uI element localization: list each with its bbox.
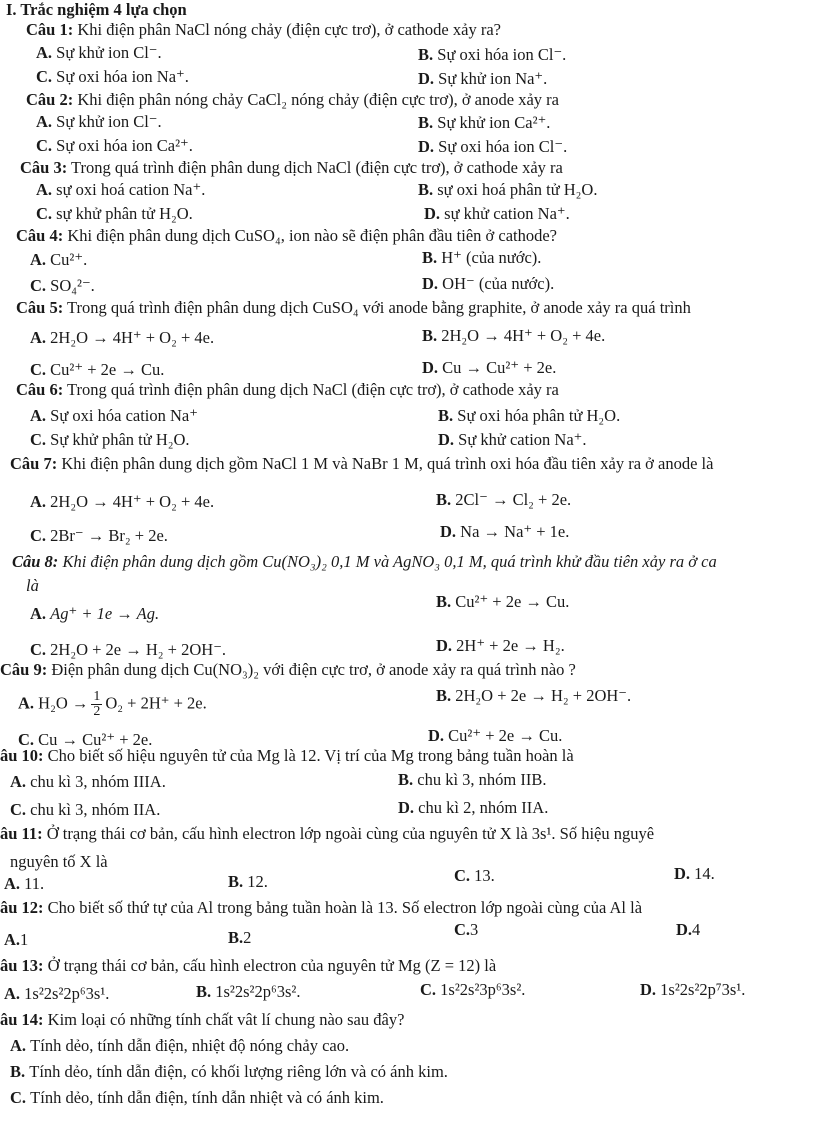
- q5-option-c[interactable]: C. Cu²⁺ + 2e → Cu.: [30, 360, 165, 379]
- q1-b-text: Sự oxi hóa ion Cl⁻.: [437, 45, 567, 64]
- q3-option-c[interactable]: C. sự khử phân tử H₂O.: [36, 204, 193, 223]
- q4-a-text: Cu²⁺.: [50, 250, 88, 269]
- q8-option-c[interactable]: C. 2H₂O + 2e → H₂ + 2OH⁻.: [30, 640, 227, 659]
- q6-option-d[interactable]: D. Sự khử cation Na⁺.: [438, 430, 587, 449]
- q5-d-text: Cu → Cu²⁺ + 2e.: [442, 358, 557, 377]
- q10-d-text: chu kì 2, nhóm IIA.: [418, 798, 549, 817]
- question-14: [0, 1010, 404, 1030]
- question-7: [10, 454, 713, 474]
- q11-c-text: 13.: [474, 866, 495, 885]
- q10-stem: Cho biết số hiệu nguyên tử của Mg là 12. Vị trí của Mg trong bảng tuần hoàn là: [47, 746, 574, 765]
- q5-option-b[interactable]: B. 2H₂O → 4H⁺ + O₂ + 4e.: [422, 326, 606, 345]
- q3-option-b[interactable]: B. sự oxi hoá phân tử H₂O.: [418, 180, 598, 199]
- q1-a-text: Sự khử ion Cl⁻.: [56, 43, 162, 62]
- q6-label: Câu 6:: [16, 380, 64, 399]
- q12-option-a[interactable]: A.1: [4, 930, 29, 949]
- q14-label: âu 14:: [0, 1010, 44, 1029]
- question-8: [12, 552, 717, 572]
- q2-option-a[interactable]: A. Sự khử ion Cl⁻.: [36, 112, 162, 131]
- q2-option-d[interactable]: D. Sự oxi hóa ion Cl⁻.: [418, 137, 568, 156]
- q10-option-c[interactable]: C. chu kì 3, nhóm IIA.: [10, 800, 161, 819]
- q8-d-text: 2H⁺ + 2e → H₂.: [456, 636, 565, 655]
- q2-b-text: Sự khử ion Ca²⁺.: [437, 113, 551, 132]
- question-2: [26, 90, 559, 110]
- q9-a-fraction: [91, 690, 102, 719]
- q5-stem: Trong quá trình điện phân dung dịch CuSO₄ với anode bằng graphite, ở anode xảy ra quá trình: [67, 298, 691, 317]
- q7-option-c[interactable]: C. 2Br⁻ → Br₂ + 2e.: [30, 526, 168, 545]
- q3-option-d[interactable]: D. sự khử cation Na⁺.: [424, 204, 570, 223]
- q2-stem: Khi điện phân nóng chảy CaCl₂ nóng chảy (điện cực trơ), ở anode xảy ra: [77, 90, 559, 109]
- q2-c-text: Sự oxi hóa ion Ca²⁺.: [56, 136, 193, 155]
- q1-d-text: Sự khử ion Na⁺.: [438, 69, 548, 88]
- q4-option-b[interactable]: B. H⁺ (của nước).: [422, 248, 542, 267]
- q8-stem-cont: là: [26, 576, 39, 595]
- q3-a-text: sự oxi hoá cation Na⁺.: [56, 180, 206, 199]
- q13-option-b[interactable]: B. 1s²2s²2p⁶3s².: [196, 982, 301, 1001]
- question-3: [20, 158, 563, 178]
- q12-b-text: 2: [243, 928, 252, 947]
- q2-d-text: Sự oxi hóa ion Cl⁻.: [438, 137, 568, 156]
- q7-c-text: 2Br⁻ → Br₂ + 2e.: [50, 526, 168, 545]
- q1-option-c[interactable]: C. Sự oxi hóa ion Na⁺.: [36, 67, 189, 86]
- question-1: [26, 20, 501, 40]
- q3-d-text: sự khử cation Na⁺.: [444, 204, 570, 223]
- q4-option-a[interactable]: A. Cu²⁺.: [30, 250, 88, 269]
- q12-option-d[interactable]: D.4: [676, 920, 701, 939]
- question-11: [0, 824, 654, 844]
- q12-option-b[interactable]: B.2: [228, 928, 252, 947]
- q14-a-text: Tính dẻo, tính dẫn điện, nhiệt độ nóng chảy cao.: [30, 1036, 350, 1055]
- q11-option-d[interactable]: D. 14.: [674, 864, 715, 883]
- q3-b-text: sự oxi hoá phân tử H₂O.: [437, 180, 598, 199]
- question-5: [16, 298, 691, 318]
- q14-option-a[interactable]: A. Tính dẻo, tính dẫn điện, nhiệt độ nóng chảy cao.: [10, 1036, 350, 1055]
- q4-b-text: H⁺ (của nước).: [441, 248, 542, 267]
- q6-option-a[interactable]: A. Sự oxi hóa cation Na⁺: [30, 406, 198, 425]
- q2-label: Câu 2:: [26, 90, 74, 109]
- q9-option-d[interactable]: D. Cu²⁺ + 2e → Cu.: [428, 726, 563, 745]
- q11-stem-cont: nguyên tố X là: [10, 852, 108, 871]
- q13-option-a[interactable]: A. 1s²2s²2p⁶3s¹.: [4, 984, 110, 1003]
- q11-option-b[interactable]: B. 12.: [228, 872, 268, 891]
- q7-b-text: 2Cl⁻ → Cl₂ + 2e.: [455, 490, 572, 509]
- q10-b-text: chu kì 3, nhóm IIB.: [417, 770, 547, 789]
- q8-option-b[interactable]: B. Cu²⁺ + 2e → Cu.: [436, 592, 570, 611]
- q14-option-b[interactable]: B. Tính dẻo, tính dẫn điện, có khối lượng riêng lớn và có ánh kim.: [10, 1062, 448, 1081]
- q13-b-text: 1s²2s²2p⁶3s².: [215, 982, 301, 1001]
- q7-option-a[interactable]: A. 2H₂O → 4H⁺ + O₂ + 4e.: [30, 492, 215, 511]
- q8-option-d[interactable]: D. 2H⁺ + 2e → H₂.: [436, 636, 565, 655]
- q12-option-c[interactable]: C.3: [454, 920, 479, 939]
- q10-option-b[interactable]: B. chu kì 3, nhóm IIB.: [398, 770, 547, 789]
- q11-label: âu 11:: [0, 824, 43, 843]
- q9-stem: Điện phân dung dịch Cu(NO₃)₂ với điện cực trơ, ở anode xảy ra quá trình nào ?: [51, 660, 576, 679]
- q9-a-post: O₂ + 2H⁺ + 2e.: [105, 693, 207, 713]
- q2-option-c[interactable]: C. Sự oxi hóa ion Ca²⁺.: [36, 136, 193, 155]
- q1-option-d[interactable]: D. Sự khử ion Na⁺.: [418, 69, 548, 88]
- q8-option-a[interactable]: A. Ag⁺ + 1e → Ag.: [30, 604, 160, 623]
- question-9: [0, 660, 576, 680]
- q7-d-text: Na → Na⁺ + 1e.: [460, 522, 570, 541]
- q9-option-a[interactable]: A. H₂O → $\frac{1}{2}$ O₂ + 2H⁺ + 2e.: [18, 689, 207, 719]
- q10-option-d[interactable]: D. chu kì 2, nhóm IIA.: [398, 798, 549, 817]
- q12-d-text: 4: [692, 920, 701, 939]
- q2-option-b[interactable]: B. Sự khử ion Ca²⁺.: [418, 113, 551, 132]
- q1-stem: Khi điện phân NaCl nóng chảy (điện cực trơ), ở cathode xảy ra?: [77, 20, 501, 39]
- q6-a-text: Sự oxi hóa cation Na⁺: [50, 406, 198, 425]
- q6-option-b[interactable]: B. Sự oxi hóa phân tử H₂O.: [438, 406, 621, 425]
- q7-label: Câu 7:: [10, 454, 58, 473]
- q11-a-text: 11.: [24, 874, 45, 893]
- q8-c-text: 2H₂O + 2e → H₂ + 2OH⁻.: [50, 640, 227, 659]
- q5-c-text: Cu²⁺ + 2e → Cu.: [50, 360, 165, 379]
- q8-a-text: Ag⁺ + 1e → Ag.: [50, 604, 160, 623]
- q5-option-a[interactable]: A. 2H₂O → 4H⁺ + O₂ + 4e.: [30, 328, 215, 347]
- q14-c-text: Tính dẻo, tính dẫn điện, tính dẫn nhiệt và có ánh kim.: [30, 1088, 384, 1107]
- q14-b-text: Tính dẻo, tính dẫn điện, có khối lượng riêng lớn và có ánh kim.: [29, 1062, 448, 1081]
- q9-a-denominator: 2: [93, 704, 101, 719]
- q11-d-text: 14.: [694, 864, 715, 883]
- q5-a-text: 2H₂O → 4H⁺ + O₂ + 4e.: [50, 328, 215, 347]
- q11-option-a[interactable]: A. 11.: [4, 874, 45, 893]
- q6-d-text: Sự khử cation Na⁺.: [458, 430, 587, 449]
- q14-option-c[interactable]: C. Tính dẻo, tính dẫn điện, tính dẫn nhiệt và có ánh kim.: [10, 1088, 384, 1107]
- q5-option-d[interactable]: D. Cu → Cu²⁺ + 2e.: [422, 358, 557, 377]
- q10-c-text: chu kì 3, nhóm IIA.: [30, 800, 161, 819]
- section-title: I. Trắc nghiệm 4 lựa chọn: [6, 0, 187, 19]
- question-6: [16, 380, 559, 400]
- q9-a-pre: H₂O →: [38, 693, 89, 713]
- q3-label: Câu 3:: [20, 158, 68, 177]
- q7-stem: Khi điện phân dung dịch gồm NaCl 1 M và NaBr 1 M, quá trình oxi hóa đầu tiên xảy ra ở anode là: [61, 454, 714, 473]
- q3-c-text: sự khử phân tử H₂O.: [56, 204, 193, 223]
- q3-stem: Trong quá trình điện phân dung dịch NaCl (điện cực trơ), ở cathode xảy ra: [71, 158, 563, 177]
- q13-d-text: 1s²2s²2p⁷3s¹.: [660, 980, 746, 999]
- question-12: [0, 898, 642, 918]
- q11-option-c[interactable]: C. 13.: [454, 866, 495, 885]
- q12-label: âu 12:: [0, 898, 44, 917]
- q4-stem: Khi điện phân dung dịch CuSO₄, ion nào sẽ điện phân đầu tiên ở cathode?: [67, 226, 558, 245]
- q1-label: Câu 1:: [26, 20, 74, 39]
- question-4: [16, 226, 557, 246]
- q7-option-b[interactable]: B. 2Cl⁻ → Cl₂ + 2e.: [436, 490, 572, 509]
- question-10: [0, 746, 574, 766]
- q4-option-c[interactable]: C. SO₄²⁻.: [30, 276, 95, 295]
- q13-label: âu 13:: [0, 956, 44, 975]
- q10-a-text: chu kì 3, nhóm IIIA.: [30, 772, 166, 791]
- q6-c-text: Sự khử phân tử H₂O.: [50, 430, 190, 449]
- q8-label: Câu 8:: [12, 552, 59, 571]
- q1-option-b[interactable]: B. Sự oxi hóa ion Cl⁻.: [418, 45, 567, 64]
- q11-stem: Ở trạng thái cơ bản, cấu hình electron lớp ngoài cùng của nguyên tử X là 3s¹. Số hiệu nguyê: [46, 824, 655, 843]
- q6-b-text: Sự oxi hóa phân tử H₂O.: [457, 406, 621, 425]
- q14-stem: Kim loại có những tính chất vât lí chung nào sau đây?: [47, 1010, 405, 1029]
- q9-option-c[interactable]: C. Cu → Cu²⁺ + 2e.: [18, 730, 153, 749]
- q13-c-text: 1s²2s²3p⁶3s².: [440, 980, 526, 999]
- q9-a-numerator: 1: [93, 689, 101, 704]
- q5-label: Câu 5:: [16, 298, 64, 317]
- q11-b-text: 12.: [247, 872, 268, 891]
- q3-option-a[interactable]: A. sự oxi hoá cation Na⁺.: [36, 180, 206, 199]
- q12-a-text: 1: [20, 930, 29, 949]
- q4-option-d[interactable]: D. OH⁻ (của nước).: [422, 274, 555, 293]
- q2-a-text: Sự khử ion Cl⁻.: [56, 112, 162, 131]
- q4-d-text: OH⁻ (của nước).: [442, 274, 555, 293]
- q6-stem: Trong quá trình điện phân dung dịch NaCl (điện cực trơ), ở cathode xảy ra: [67, 380, 559, 399]
- q9-label: Câu 9:: [0, 660, 48, 679]
- q7-option-d[interactable]: D. Na → Na⁺ + 1e.: [440, 522, 570, 541]
- q13-stem: Ở trạng thái cơ bản, cấu hình electron của nguyên tử Mg (Z = 12) là: [47, 956, 497, 975]
- q10-label: âu 10:: [0, 746, 44, 765]
- q9-d-text: Cu²⁺ + 2e → Cu.: [448, 726, 563, 745]
- q9-option-b[interactable]: B. 2H₂O + 2e → H₂ + 2OH⁻.: [436, 686, 632, 705]
- q4-c-text: SO₄²⁻.: [50, 276, 95, 295]
- q12-stem: Cho biết số thứ tự của Al trong bảng tuần hoàn là 13. Số electron lớp ngoài cùng của Al là: [47, 898, 643, 917]
- q13-option-c[interactable]: C. 1s²2s²3p⁶3s².: [420, 980, 526, 999]
- q9-b-text: 2H₂O + 2e → H₂ + 2OH⁻.: [455, 686, 632, 705]
- q13-a-text: 1s²2s²2p⁶3s¹.: [24, 984, 110, 1003]
- q9-c-text: Cu → Cu²⁺ + 2e.: [38, 730, 153, 749]
- q5-b-text: 2H₂O → 4H⁺ + O₂ + 4e.: [441, 326, 606, 345]
- q10-option-a[interactable]: A. chu kì 3, nhóm IIIA.: [10, 772, 166, 791]
- q13-option-d[interactable]: D. 1s²2s²2p⁷3s¹.: [640, 980, 746, 999]
- q6-option-c[interactable]: C. Sự khử phân tử H₂O.: [30, 430, 190, 449]
- q7-a-text: 2H₂O → 4H⁺ + O₂ + 4e.: [50, 492, 215, 511]
- q12-c-text: 3: [470, 920, 479, 939]
- q1-option-a[interactable]: A. Sự khử ion Cl⁻.: [36, 43, 162, 62]
- q8-stem: Khi điện phân dung dịch gồm Cu(NO₃)₂ 0,1 M và AgNO₃ 0,1 M, quá trình khử đầu tiên xảy ra ở ca: [62, 552, 717, 571]
- q8-b-text: Cu²⁺ + 2e → Cu.: [455, 592, 570, 611]
- q1-c-text: Sự oxi hóa ion Na⁺.: [56, 67, 189, 86]
- q4-label: Câu 4:: [16, 226, 64, 245]
- question-13: [0, 956, 496, 976]
